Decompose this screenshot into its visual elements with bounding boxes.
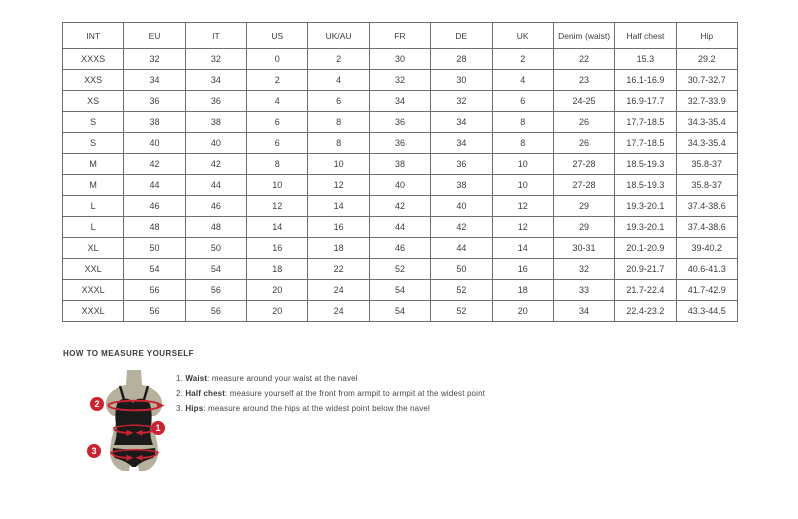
- table-cell: 6: [247, 133, 308, 154]
- step-text: : measure around the hips at the widest point below the navel: [203, 404, 430, 413]
- column-header: EU: [124, 23, 185, 49]
- table-cell: 41.7-42.9: [676, 280, 737, 301]
- column-header: Half chest: [615, 23, 676, 49]
- table-cell: 54: [369, 301, 430, 322]
- table-cell: 23: [553, 70, 614, 91]
- table-cell: 54: [369, 280, 430, 301]
- chest-badge: [90, 397, 104, 411]
- table-cell: 52: [431, 301, 492, 322]
- step-number: 1.: [176, 374, 186, 383]
- table-cell: 17.7-18.5: [615, 133, 676, 154]
- table-cell: 30.7-32.7: [676, 70, 737, 91]
- table-row: [63, 238, 738, 259]
- table-cell: 37.4-38.6: [676, 217, 737, 238]
- table-cell: 48: [124, 217, 185, 238]
- table-cell: 8: [247, 154, 308, 175]
- table-cell: 32: [124, 49, 185, 70]
- table-row: [63, 175, 738, 196]
- table-cell: XXXL: [63, 280, 124, 301]
- table-cell: 38: [185, 112, 246, 133]
- column-header: IT: [185, 23, 246, 49]
- table-cell: 18.5-19.3: [615, 154, 676, 175]
- table-cell: 16: [492, 259, 553, 280]
- table-cell: 36: [369, 133, 430, 154]
- table-cell: 18: [247, 259, 308, 280]
- table-cell: L: [63, 196, 124, 217]
- column-header: FR: [369, 23, 430, 49]
- table-cell: 4: [492, 70, 553, 91]
- waist-badge: [151, 421, 165, 435]
- table-cell: 12: [492, 217, 553, 238]
- table-cell: 56: [185, 301, 246, 322]
- table-cell: 16.1-16.9: [615, 70, 676, 91]
- column-header: UK: [492, 23, 553, 49]
- table-cell: 34: [553, 301, 614, 322]
- table-cell: 56: [185, 280, 246, 301]
- table-cell: 36: [369, 112, 430, 133]
- table-cell: 50: [431, 259, 492, 280]
- table-cell: XL: [63, 238, 124, 259]
- table-cell: 32.7-33.9: [676, 91, 737, 112]
- table-cell: 36: [124, 91, 185, 112]
- hips-badge: [87, 444, 101, 458]
- table-cell: 4: [308, 70, 369, 91]
- table-row: [63, 91, 738, 112]
- table-cell: 26: [553, 112, 614, 133]
- table-cell: 36: [431, 154, 492, 175]
- table-cell: 26: [553, 133, 614, 154]
- table-cell: 35.8-37: [676, 175, 737, 196]
- table-cell: 40: [431, 196, 492, 217]
- column-header: Hip: [676, 23, 737, 49]
- table-cell: 12: [308, 175, 369, 196]
- size-chart-body: [63, 49, 738, 322]
- svg-text:2: 2: [94, 399, 100, 410]
- mannequin-illustration: [80, 368, 185, 500]
- table-cell: 18.5-19.3: [615, 175, 676, 196]
- table-cell: XXS: [63, 70, 124, 91]
- table-cell: 22.4-23.2: [615, 301, 676, 322]
- table-row: [63, 49, 738, 70]
- table-cell: 33: [553, 280, 614, 301]
- table-cell: 40: [124, 133, 185, 154]
- table-cell: 2: [492, 49, 553, 70]
- measure-step: [176, 371, 596, 386]
- table-cell: 35.8-37: [676, 154, 737, 175]
- table-cell: 28: [431, 49, 492, 70]
- table-cell: S: [63, 133, 124, 154]
- table-cell: 2: [308, 49, 369, 70]
- table-cell: 46: [124, 196, 185, 217]
- step-label: Hips: [185, 404, 204, 413]
- table-cell: 2: [247, 70, 308, 91]
- table-cell: 20: [247, 280, 308, 301]
- table-cell: 22: [553, 49, 614, 70]
- table-cell: 16: [308, 217, 369, 238]
- table-cell: 32: [553, 259, 614, 280]
- table-cell: 44: [369, 217, 430, 238]
- step-label: Half chest: [185, 389, 226, 398]
- table-cell: M: [63, 154, 124, 175]
- table-cell: 52: [369, 259, 430, 280]
- table-cell: XS: [63, 91, 124, 112]
- step-label: Waist: [185, 374, 208, 383]
- svg-text:3: 3: [91, 446, 97, 457]
- table-cell: 44: [431, 238, 492, 259]
- table-cell: 27-28: [553, 154, 614, 175]
- table-cell: 12: [247, 196, 308, 217]
- size-chart-header: [63, 23, 738, 49]
- table-cell: 54: [185, 259, 246, 280]
- table-row: [63, 154, 738, 175]
- table-cell: 34.3-35.4: [676, 112, 737, 133]
- table-row: [63, 133, 738, 154]
- column-header: US: [247, 23, 308, 49]
- table-cell: 18: [308, 238, 369, 259]
- table-cell: 38: [124, 112, 185, 133]
- table-cell: 36: [185, 91, 246, 112]
- column-header: Denim (waist): [553, 23, 614, 49]
- table-cell: M: [63, 175, 124, 196]
- table-cell: 44: [124, 175, 185, 196]
- table-cell: 20.1-20.9: [615, 238, 676, 259]
- table-cell: XXXS: [63, 49, 124, 70]
- table-cell: 14: [492, 238, 553, 259]
- measure-section-heading: HOW TO MEASURE YOURSELF: [63, 349, 194, 358]
- measure-step: [176, 386, 596, 401]
- step-text: : measure yourself at the front from armpit to armpit at the widest point: [225, 389, 486, 398]
- table-cell: 15.3: [615, 49, 676, 70]
- table-cell: 21.7-22.4: [615, 280, 676, 301]
- table-header-row: [63, 23, 738, 49]
- table-cell: 39-40.2: [676, 238, 737, 259]
- table-cell: 34: [431, 133, 492, 154]
- table-cell: 10: [308, 154, 369, 175]
- table-cell: 37.4-38.6: [676, 196, 737, 217]
- table-cell: 20: [492, 301, 553, 322]
- table-cell: 50: [124, 238, 185, 259]
- table-cell: 40.6-41.3: [676, 259, 737, 280]
- table-cell: 16: [247, 238, 308, 259]
- table-cell: 32: [369, 70, 430, 91]
- size-chart-table: [62, 22, 738, 322]
- measurement-figure: [80, 368, 185, 500]
- table-cell: 24: [308, 301, 369, 322]
- table-cell: 10: [492, 154, 553, 175]
- table-cell: 27-28: [553, 175, 614, 196]
- table-cell: 44: [185, 175, 246, 196]
- table-cell: 16.9-17.7: [615, 91, 676, 112]
- table-cell: 38: [431, 175, 492, 196]
- table-row: [63, 70, 738, 91]
- table-cell: 34.3-35.4: [676, 133, 737, 154]
- table-cell: 34: [124, 70, 185, 91]
- table-cell: 12: [492, 196, 553, 217]
- table-row: [63, 259, 738, 280]
- table-cell: 54: [124, 259, 185, 280]
- table-cell: 32: [431, 91, 492, 112]
- column-header: DE: [431, 23, 492, 49]
- table-cell: 46: [185, 196, 246, 217]
- table-cell: 30: [369, 49, 430, 70]
- table-cell: S: [63, 112, 124, 133]
- measure-steps-list: [176, 371, 596, 416]
- table-cell: 24: [308, 280, 369, 301]
- table-cell: XXXL: [63, 301, 124, 322]
- step-number: 2.: [176, 389, 186, 398]
- table-cell: 6: [492, 91, 553, 112]
- table-cell: 50: [185, 238, 246, 259]
- table-cell: 22: [308, 259, 369, 280]
- table-cell: 10: [492, 175, 553, 196]
- column-header: UK/AU: [308, 23, 369, 49]
- table-cell: 8: [492, 133, 553, 154]
- table-cell: L: [63, 217, 124, 238]
- table-cell: XXL: [63, 259, 124, 280]
- table-cell: 42: [124, 154, 185, 175]
- table-cell: 18: [492, 280, 553, 301]
- table-cell: 52: [431, 280, 492, 301]
- table-cell: 29: [553, 217, 614, 238]
- table-cell: 8: [308, 133, 369, 154]
- table-cell: 40: [369, 175, 430, 196]
- table-cell: 34: [431, 112, 492, 133]
- table-cell: 42: [431, 217, 492, 238]
- table-cell: 34: [369, 91, 430, 112]
- table-cell: 32: [185, 49, 246, 70]
- table-cell: 29: [553, 196, 614, 217]
- table-cell: 20.9-21.7: [615, 259, 676, 280]
- table-cell: 48: [185, 217, 246, 238]
- table-cell: 56: [124, 280, 185, 301]
- table-cell: 42: [185, 154, 246, 175]
- table-cell: 8: [492, 112, 553, 133]
- step-text: : measure around your waist at the navel: [207, 374, 358, 383]
- table-cell: 42: [369, 196, 430, 217]
- table-cell: 30-31: [553, 238, 614, 259]
- table-cell: 40: [185, 133, 246, 154]
- table-cell: 56: [124, 301, 185, 322]
- table-cell: 10: [247, 175, 308, 196]
- table-cell: 8: [308, 112, 369, 133]
- svg-text:1: 1: [155, 423, 161, 434]
- table-cell: 34: [185, 70, 246, 91]
- table-cell: 29.2: [676, 49, 737, 70]
- table-cell: 0: [247, 49, 308, 70]
- table-row: [63, 280, 738, 301]
- table-cell: 14: [247, 217, 308, 238]
- table-cell: 19.3-20.1: [615, 217, 676, 238]
- table-cell: 4: [247, 91, 308, 112]
- table-row: [63, 301, 738, 322]
- table-cell: 30: [431, 70, 492, 91]
- table-cell: 24-25: [553, 91, 614, 112]
- table-cell: 17.7-18.5: [615, 112, 676, 133]
- table-cell: 14: [308, 196, 369, 217]
- table-cell: 19.3-20.1: [615, 196, 676, 217]
- table-cell: 38: [369, 154, 430, 175]
- step-number: 3.: [176, 404, 186, 413]
- table-cell: 6: [247, 112, 308, 133]
- table-row: [63, 112, 738, 133]
- table-cell: 46: [369, 238, 430, 259]
- column-header: INT: [63, 23, 124, 49]
- measure-step: [176, 401, 596, 416]
- table-cell: 20: [247, 301, 308, 322]
- table-row: [63, 196, 738, 217]
- table-cell: 43.3-44.5: [676, 301, 737, 322]
- table-row: [63, 217, 738, 238]
- table-cell: 6: [308, 91, 369, 112]
